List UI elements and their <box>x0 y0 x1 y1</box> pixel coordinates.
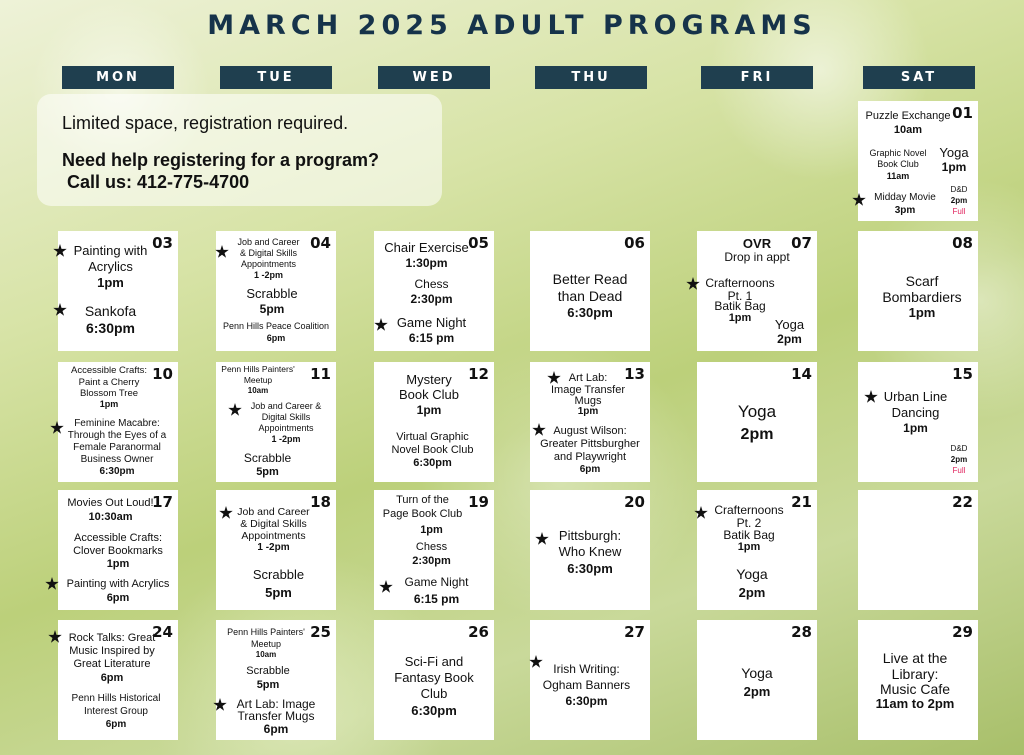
day-cell-22 <box>858 490 978 610</box>
event-title: Batik Bag <box>714 299 766 313</box>
event-time: 1pm <box>106 558 130 570</box>
event-title: Penn Hills Painters' <box>227 627 305 637</box>
event-title: Business Owner <box>80 454 154 465</box>
event-title: Novel Book Club <box>391 444 474 456</box>
event-title: Appointments <box>258 423 314 433</box>
info-line-2: Need help registering for a program? <box>62 150 380 170</box>
event-title: Scrabble <box>246 665 290 677</box>
event-title: Crafternoons <box>714 503 784 517</box>
event-time: 1pm <box>903 421 928 435</box>
event-title: Painting with Acrylics <box>66 578 170 590</box>
event-title: Job and Career & <box>250 401 322 411</box>
event-title: Accessible Crafts: <box>73 532 163 544</box>
event-title: Job and Career <box>237 237 300 247</box>
event-title: Dancing <box>891 405 940 420</box>
event-title: Scrabble <box>252 567 305 582</box>
event-title: Rock Talks: Great <box>68 632 156 644</box>
event-time: 1:30pm <box>405 256 448 270</box>
day-cell-21 <box>697 490 817 610</box>
event-title: Better Read <box>552 271 628 287</box>
date-number: 24 <box>152 623 173 641</box>
date-number: 26 <box>468 623 489 641</box>
event-title: Art Lab: Image <box>236 697 316 711</box>
event-title: Yoga <box>737 402 777 421</box>
event-time: 1 -2pm <box>271 434 301 444</box>
day-cell-06 <box>530 231 650 351</box>
event-time: 1pm <box>728 312 752 324</box>
info-line-1: Limited space, registration required. <box>62 113 349 133</box>
event-title: Penn Hills Peace Coalition <box>222 321 330 331</box>
day-cell-20 <box>530 490 650 610</box>
event-title: Yoga <box>939 145 969 160</box>
event-title: & Digital Skills <box>239 248 297 258</box>
event-title: Scrabble <box>243 451 292 465</box>
event-title: Acrylics <box>88 259 133 274</box>
date-number: 12 <box>468 365 489 383</box>
event-title: Scrabble <box>246 286 298 301</box>
event-time: 6pm <box>100 672 124 684</box>
day-cell-18 <box>216 490 336 610</box>
event-title: Turn of the <box>396 494 449 506</box>
event-title: Mystery <box>406 372 452 387</box>
event-title: D&D <box>950 185 968 194</box>
event-title: Sankofa <box>84 303 137 319</box>
event-time: 6:30pm <box>99 466 135 477</box>
event-title: Virtual Graphic <box>396 431 469 443</box>
event-title: Chess <box>414 277 449 291</box>
event-time: 1pm <box>941 160 967 174</box>
event-time: 1pm <box>420 524 443 536</box>
day-header-sat: SAT <box>863 66 975 89</box>
event-time: 10:30am <box>88 511 133 523</box>
date-number: 03 <box>152 234 173 252</box>
day-cell-14 <box>697 362 817 482</box>
event-time: 11am <box>886 171 910 181</box>
date-number: 08 <box>952 234 973 252</box>
event-time: 10am <box>247 386 269 395</box>
date-number: 13 <box>624 365 645 383</box>
event-title: Graphic Novel <box>869 148 927 158</box>
event-time: 10am <box>255 650 277 659</box>
event-title: Meetup <box>243 375 273 385</box>
day-header-tue: TUE <box>220 66 332 89</box>
event-time: 6pm <box>263 722 289 736</box>
day-cell-24 <box>58 620 178 740</box>
day-cell-05 <box>374 231 494 351</box>
event-time: 1pm <box>908 305 936 320</box>
event-time: 5pm <box>256 466 279 478</box>
event-time: 2pm <box>743 684 771 699</box>
event-title: Blossom Tree <box>79 388 139 399</box>
day-cell-29 <box>858 620 978 740</box>
event-time: 6:30pm <box>413 457 452 469</box>
info-phone: Call us: 412-775-4700 <box>67 172 250 192</box>
status-full: Full <box>952 466 966 475</box>
event-title: Meetup <box>250 639 282 649</box>
date-number: 14 <box>791 365 812 383</box>
date-number: 22 <box>952 493 973 511</box>
event-title: Mugs <box>574 395 602 407</box>
event-title: Yoga <box>741 665 773 681</box>
day-cell-08 <box>858 231 978 351</box>
event-time: 5pm <box>256 679 280 691</box>
event-time: 6pm <box>579 464 601 475</box>
event-title: Irish Writing: <box>553 662 620 676</box>
date-number: 10 <box>152 365 173 383</box>
event-time: 10am <box>893 124 923 136</box>
event-title: Feminine Macabre: <box>74 418 160 429</box>
date-number: 20 <box>624 493 645 511</box>
day-cell-25 <box>216 620 336 740</box>
event-time: 2:30pm <box>410 292 453 306</box>
day-cell-17 <box>58 490 178 610</box>
event-title: Book Club <box>399 387 459 402</box>
event-title: Penn Hills Historical <box>71 693 161 704</box>
event-time: 6pm <box>266 333 286 343</box>
date-number: 07 <box>791 234 812 252</box>
event-time: 2pm <box>950 455 968 464</box>
date-number: 28 <box>791 623 812 641</box>
event-time: 1pm <box>737 541 761 553</box>
event-title: Image Transfer <box>551 384 625 396</box>
event-title: August Wilson: <box>553 425 627 437</box>
day-cell-12 <box>374 362 494 482</box>
registration-star-icon <box>45 577 59 591</box>
event-title: Clover Bookmarks <box>73 545 163 557</box>
day-cell-07 <box>697 231 817 351</box>
day-cell-03 <box>58 231 178 351</box>
event-title: Appointments <box>241 530 306 542</box>
event-title: than Dead <box>557 288 623 304</box>
day-header-mon: MON <box>62 66 174 89</box>
event-time: 5pm <box>265 585 292 600</box>
event-time: 6:15 pm <box>408 331 455 345</box>
event-title: Transfer Mugs <box>237 709 315 723</box>
event-title: Pittsburgh: <box>558 528 622 543</box>
event-title: Chair Exercise <box>384 240 469 255</box>
date-number: 01 <box>952 104 973 122</box>
event-time: 2pm <box>740 426 774 443</box>
event-title: Through the Eyes of a <box>67 430 167 441</box>
date-number: 18 <box>310 493 331 511</box>
event-title: & Digital Skills <box>240 518 307 530</box>
registration-info-box <box>37 94 442 206</box>
day-cell-04 <box>216 231 336 351</box>
event-time: 1 -2pm <box>253 270 283 280</box>
event-title: Who Knew <box>558 544 622 559</box>
event-title: Paint a Cherry <box>78 377 140 388</box>
event-title: Urban Line <box>883 389 948 404</box>
date-number: 17 <box>152 493 173 511</box>
event-title: Great Literature <box>73 658 151 670</box>
event-time: 6pm <box>106 592 130 604</box>
event-title: Batik Bag <box>723 528 775 542</box>
event-title: Female Paranormal <box>73 442 161 453</box>
event-title: Game Night <box>396 315 467 330</box>
day-cell-19 <box>374 490 494 610</box>
event-title: Music Inspired by <box>69 645 155 657</box>
event-time: 11am to 2pm <box>875 696 955 711</box>
day-cell-27 <box>530 620 650 740</box>
event-time: 1pm <box>416 403 442 417</box>
date-number: 04 <box>310 234 331 252</box>
event-time: 2pm <box>777 332 802 346</box>
event-title: Music Cafe <box>879 681 951 697</box>
event-title: Scarf <box>905 273 939 289</box>
event-title: Yoga <box>774 317 805 332</box>
event-time: 6:30pm <box>567 305 613 320</box>
event-title: Library: <box>891 666 939 682</box>
event-title: Club <box>420 686 448 701</box>
date-number: 21 <box>791 493 812 511</box>
day-cell-11 <box>216 362 336 482</box>
page-title: MARCH 2025 ADULT PROGRAMS <box>207 10 817 41</box>
event-title: Ogham Banners <box>542 678 631 692</box>
event-title: Book Club <box>877 159 919 169</box>
day-cell-13 <box>530 362 650 482</box>
event-title: Painting with <box>73 243 148 258</box>
event-title: Game Night <box>404 575 469 589</box>
event-title: Chess <box>415 541 448 553</box>
event-title: Yoga <box>736 566 768 582</box>
day-header-wed: WED <box>378 66 490 89</box>
event-title: and Playwright <box>553 451 627 463</box>
event-time: 1pm <box>99 399 119 409</box>
event-time: 1 -2pm <box>257 542 290 553</box>
event-title: Pt. 1 <box>727 289 753 303</box>
day-header-fri: FRI <box>701 66 813 89</box>
date-number: 19 <box>468 493 489 511</box>
event-title: Accessible Crafts: <box>70 365 148 376</box>
event-time: 2pm <box>950 196 968 205</box>
day-cell-28 <box>697 620 817 740</box>
date-number: 25 <box>310 623 331 641</box>
status-full: Full <box>952 207 966 216</box>
event-title: Sci-Fi and <box>404 654 464 669</box>
date-number: 29 <box>952 623 973 641</box>
event-title: Interest Group <box>84 706 148 717</box>
event-time: 1pm <box>577 406 599 417</box>
event-title: Art Lab: <box>568 372 608 384</box>
event-time: 2pm <box>738 585 766 600</box>
day-cell-01 <box>858 101 978 221</box>
date-number: 05 <box>468 234 489 252</box>
event-title: Pt. 2 <box>736 516 762 530</box>
event-title: D&D <box>950 444 968 453</box>
event-title: Puzzle Exchange <box>865 110 951 122</box>
day-cell-15 <box>858 362 978 482</box>
event-title: Drop in appt <box>724 250 790 264</box>
event-title: Greater Pittsburgher <box>540 438 640 450</box>
event-title: Appointments <box>240 259 297 269</box>
event-time: 6:30pm <box>85 320 136 336</box>
event-time: 6:30pm <box>411 703 457 718</box>
event-time: 1pm <box>97 275 124 290</box>
date-number: 27 <box>624 623 645 641</box>
day-cell-10 <box>58 362 178 482</box>
day-cell-26 <box>374 620 494 740</box>
event-time: 6:30pm <box>567 561 613 576</box>
event-time: 5pm <box>259 302 285 316</box>
event-title: Live at the <box>882 650 948 666</box>
event-title: Fantasy Book <box>394 670 474 685</box>
event-time: 6pm <box>105 719 127 730</box>
date-number: 15 <box>952 365 973 383</box>
date-number: 06 <box>624 234 645 252</box>
event-title: OVR <box>742 236 772 251</box>
day-header-thu: THU <box>535 66 647 89</box>
event-title: Crafternoons <box>705 276 775 290</box>
event-title: Digital Skills <box>261 412 311 422</box>
event-time: 3pm <box>894 205 916 216</box>
event-title: Midday Movie <box>874 192 936 203</box>
event-title: Page Book Club <box>382 508 463 520</box>
event-title: Bombardiers <box>882 289 962 305</box>
event-title: Penn Hills Painters' <box>221 364 295 374</box>
event-title: Movies Out Loud! <box>67 497 154 509</box>
event-title: Job and Career <box>237 506 310 518</box>
date-number: 11 <box>310 365 331 383</box>
event-time: 6:30pm <box>565 694 608 708</box>
event-time: 6:15 pm <box>413 592 460 606</box>
event-time: 2:30pm <box>412 555 451 567</box>
